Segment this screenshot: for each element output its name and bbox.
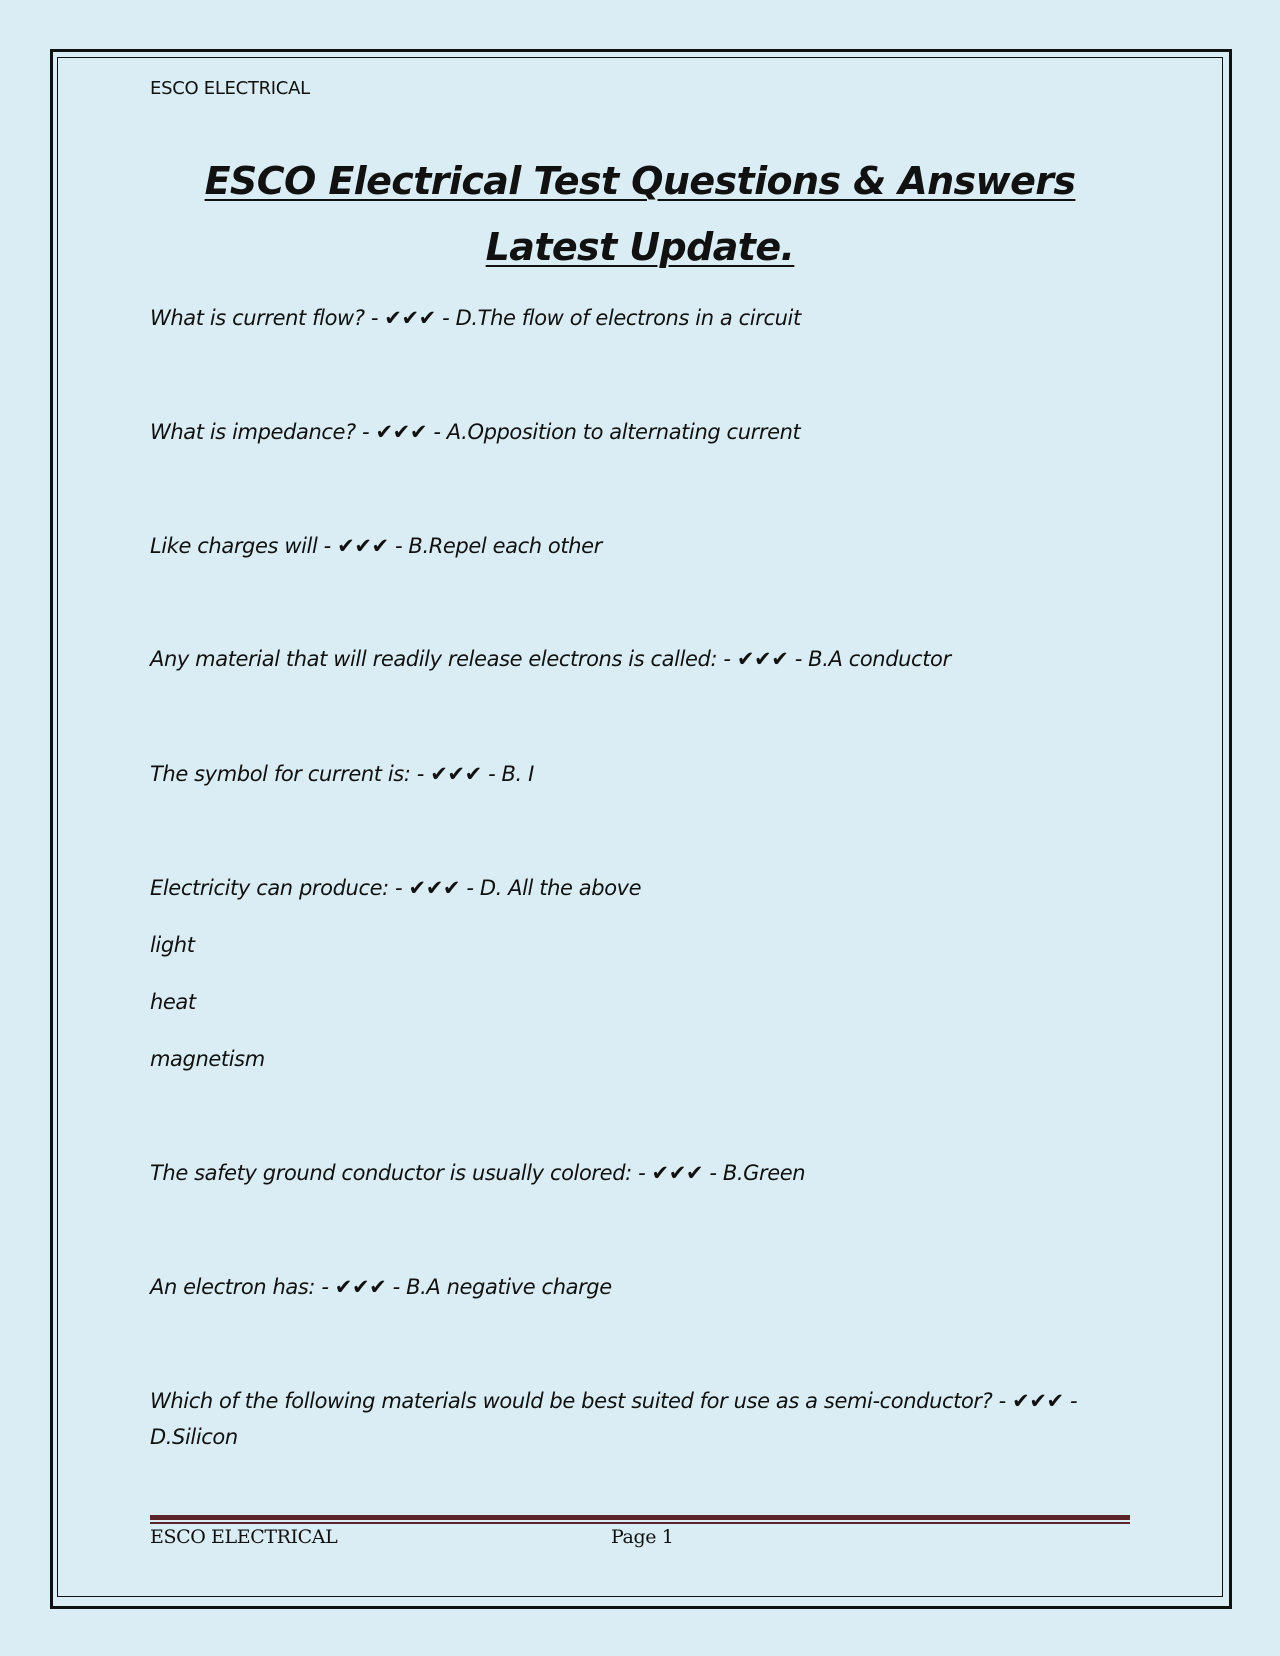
qa-sub-item: magnetism xyxy=(150,1047,265,1071)
page-number: Page 1 xyxy=(611,1526,674,1548)
footer-rule-thin xyxy=(150,1522,1130,1524)
qa-sub-item: light xyxy=(150,933,195,957)
qa-item: An electron has: - ✔✔✔ - B.A negative charge xyxy=(150,1275,612,1299)
qa-item: What is current flow? - ✔✔✔ - D.The flow of electrons in a circuit xyxy=(150,306,801,330)
document-title: ESCO Electrical Test Questions & Answers Latest Update. xyxy=(204,159,1076,269)
footer-rule xyxy=(150,1515,1130,1520)
qa-item: What is impedance? - ✔✔✔ - A.Opposition to alternating current xyxy=(150,420,801,444)
footer-company: ESCO ELECTRICAL xyxy=(150,1526,338,1548)
page-border-inner xyxy=(57,57,1223,1597)
qa-sub-item: heat xyxy=(150,990,196,1014)
qa-item: The safety ground conductor is usually colored: - ✔✔✔ - B.Green xyxy=(150,1161,806,1185)
qa-item: Any material that will readily release electrons is called: - ✔✔✔ - B.A conductor xyxy=(150,647,951,671)
qa-item: Like charges will - ✔✔✔ - B.Repel each other xyxy=(150,534,602,558)
qa-item: The symbol for current is: - ✔✔✔ - B. I xyxy=(150,762,534,786)
qa-item: Which of the following materials would be best suited for use as a semi-conductor? - ✔✔✔ - D.Silicon xyxy=(150,1389,1078,1449)
qa-item: Electricity can produce: - ✔✔✔ - D. All the above xyxy=(150,876,642,900)
page-header: ESCO ELECTRICAL xyxy=(150,78,310,99)
